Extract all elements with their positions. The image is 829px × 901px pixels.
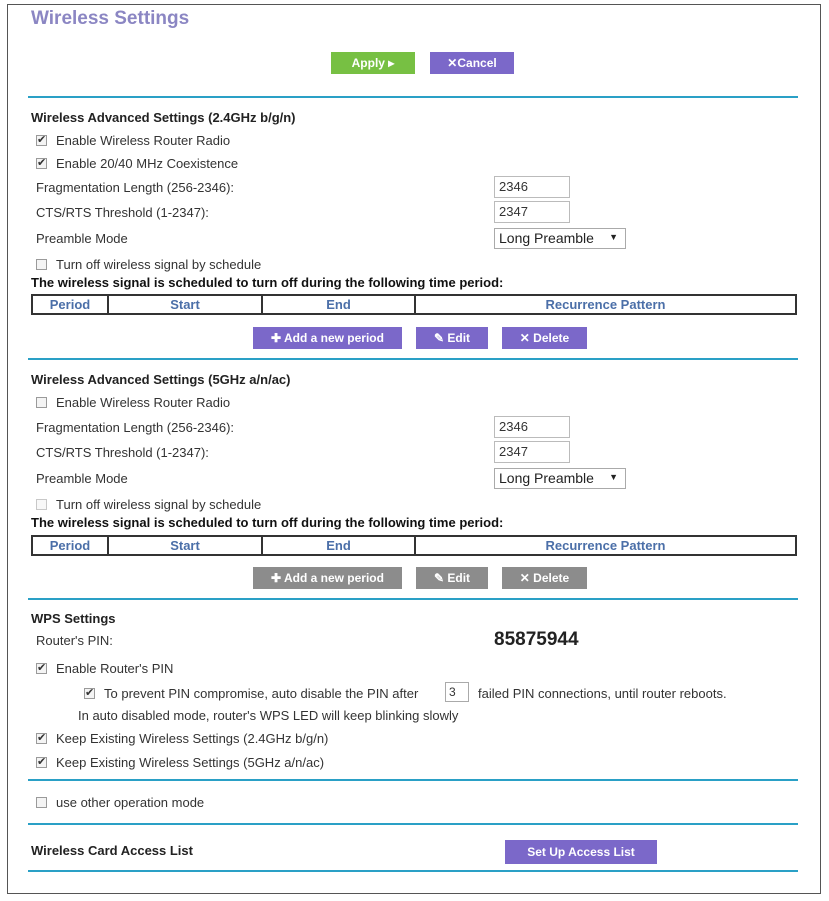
table-header-recurrence: Recurrence Pattern bbox=[415, 536, 796, 555]
preamble-24-value: Long Preamble bbox=[499, 230, 594, 246]
table-header-start: Start bbox=[108, 295, 262, 314]
divider bbox=[28, 870, 798, 872]
cancel-button[interactable]: ✕Cancel bbox=[430, 52, 514, 74]
page-title: Wireless Settings bbox=[31, 8, 190, 29]
delete-24-button[interactable]: ✕ Delete bbox=[502, 327, 587, 349]
frag-length-5-input[interactable]: 2346 bbox=[494, 416, 570, 438]
schedule-5-label: Turn off wireless signal by schedule bbox=[56, 497, 262, 512]
table-header-start: Start bbox=[108, 536, 262, 555]
section-title-wps: WPS Settings bbox=[31, 611, 116, 626]
dropdown-arrow-icon: ▼ bbox=[609, 472, 618, 482]
access-list-label: Wireless Card Access List bbox=[31, 843, 193, 858]
enable-radio-24-checkbox[interactable] bbox=[36, 135, 47, 146]
schedule-24-note: The wireless signal is scheduled to turn off during the following time period: bbox=[31, 275, 504, 290]
schedule-5-checkbox[interactable] bbox=[36, 499, 47, 510]
cts-threshold-5-input[interactable]: 2347 bbox=[494, 441, 570, 463]
schedule-24-label: Turn off wireless signal by schedule bbox=[56, 257, 262, 272]
divider bbox=[28, 96, 798, 98]
keep-settings-24-checkbox[interactable] bbox=[36, 733, 47, 744]
edit-24-button[interactable]: ✎ Edit bbox=[416, 327, 488, 349]
preamble-5-value: Long Preamble bbox=[499, 470, 594, 486]
coexistence-checkbox[interactable] bbox=[36, 158, 47, 169]
preamble-24-select[interactable] bbox=[494, 228, 626, 249]
failed-attempts-input[interactable]: 3 bbox=[445, 682, 469, 702]
table-header-recurrence: Recurrence Pattern bbox=[415, 295, 796, 314]
router-pin-label: Router's PIN: bbox=[36, 633, 113, 648]
add-period-24-button[interactable]: ✚ Add a new period bbox=[253, 327, 402, 349]
auto-disable-prefix: To prevent PIN compromise, auto disable the PIN after bbox=[104, 686, 419, 701]
schedule-5-table bbox=[31, 535, 797, 556]
auto-disable-pin-checkbox[interactable] bbox=[84, 688, 95, 699]
frag-length-5-label: Fragmentation Length (256-2346): bbox=[36, 420, 235, 435]
frag-length-24-input[interactable]: 2346 bbox=[494, 176, 570, 198]
apply-button[interactable]: Apply ▸ bbox=[331, 52, 415, 74]
table-header-period: Period bbox=[32, 295, 108, 314]
cts-threshold-5-label: CTS/RTS Threshold (1-2347): bbox=[36, 445, 209, 460]
keep-settings-5-checkbox[interactable] bbox=[36, 757, 47, 768]
divider bbox=[28, 823, 798, 825]
cts-threshold-24-label: CTS/RTS Threshold (1-2347): bbox=[36, 205, 209, 220]
edit-5-button[interactable]: ✎ Edit bbox=[416, 567, 488, 589]
add-period-5-button[interactable]: ✚ Add a new period bbox=[253, 567, 402, 589]
operation-mode-label: use other operation mode bbox=[56, 795, 205, 810]
schedule-24-table bbox=[31, 294, 797, 315]
delete-5-button[interactable]: ✕ Delete bbox=[502, 567, 587, 589]
section-title-5ghz: Wireless Advanced Settings (5GHz a/n/ac) bbox=[31, 372, 291, 387]
wps-led-note: In auto disabled mode, router's WPS LED will keep blinking slowly bbox=[78, 708, 459, 723]
enable-pin-checkbox[interactable] bbox=[36, 663, 47, 674]
section-title-24ghz: Wireless Advanced Settings (2.4GHz b/g/n) bbox=[31, 110, 296, 125]
enable-radio-5-checkbox[interactable] bbox=[36, 397, 47, 408]
keep-settings-5-label: Keep Existing Wireless Settings (5GHz a/n/ac) bbox=[56, 755, 325, 770]
preamble-24-label: Preamble Mode bbox=[36, 231, 128, 246]
table-header-end: End bbox=[262, 295, 415, 314]
enable-pin-label: Enable Router's PIN bbox=[56, 661, 174, 676]
auto-disable-suffix: failed PIN connections, until router reboots. bbox=[478, 686, 727, 701]
dropdown-arrow-icon: ▼ bbox=[609, 232, 618, 242]
schedule-5-note: The wireless signal is scheduled to turn off during the following time period: bbox=[31, 515, 504, 530]
operation-mode-checkbox[interactable] bbox=[36, 797, 47, 808]
keep-settings-24-label: Keep Existing Wireless Settings (2.4GHz b/g/n) bbox=[56, 731, 329, 746]
schedule-24-checkbox[interactable] bbox=[36, 259, 47, 270]
divider bbox=[28, 358, 798, 360]
cts-threshold-24-input[interactable]: 2347 bbox=[494, 201, 570, 223]
preamble-5-select[interactable] bbox=[494, 468, 626, 489]
enable-radio-24-label: Enable Wireless Router Radio bbox=[56, 133, 231, 148]
enable-radio-5-label: Enable Wireless Router Radio bbox=[56, 395, 231, 410]
coexistence-label: Enable 20/40 MHz Coexistence bbox=[56, 156, 239, 171]
set-up-access-list-button[interactable]: Set Up Access List bbox=[505, 840, 657, 864]
frag-length-24-label: Fragmentation Length (256-2346): bbox=[36, 180, 235, 195]
divider bbox=[28, 598, 798, 600]
table-header-period: Period bbox=[32, 536, 108, 555]
divider bbox=[28, 779, 798, 781]
router-pin-value: 85875944 bbox=[494, 629, 579, 650]
table-header-end: End bbox=[262, 536, 415, 555]
preamble-5-label: Preamble Mode bbox=[36, 471, 128, 486]
